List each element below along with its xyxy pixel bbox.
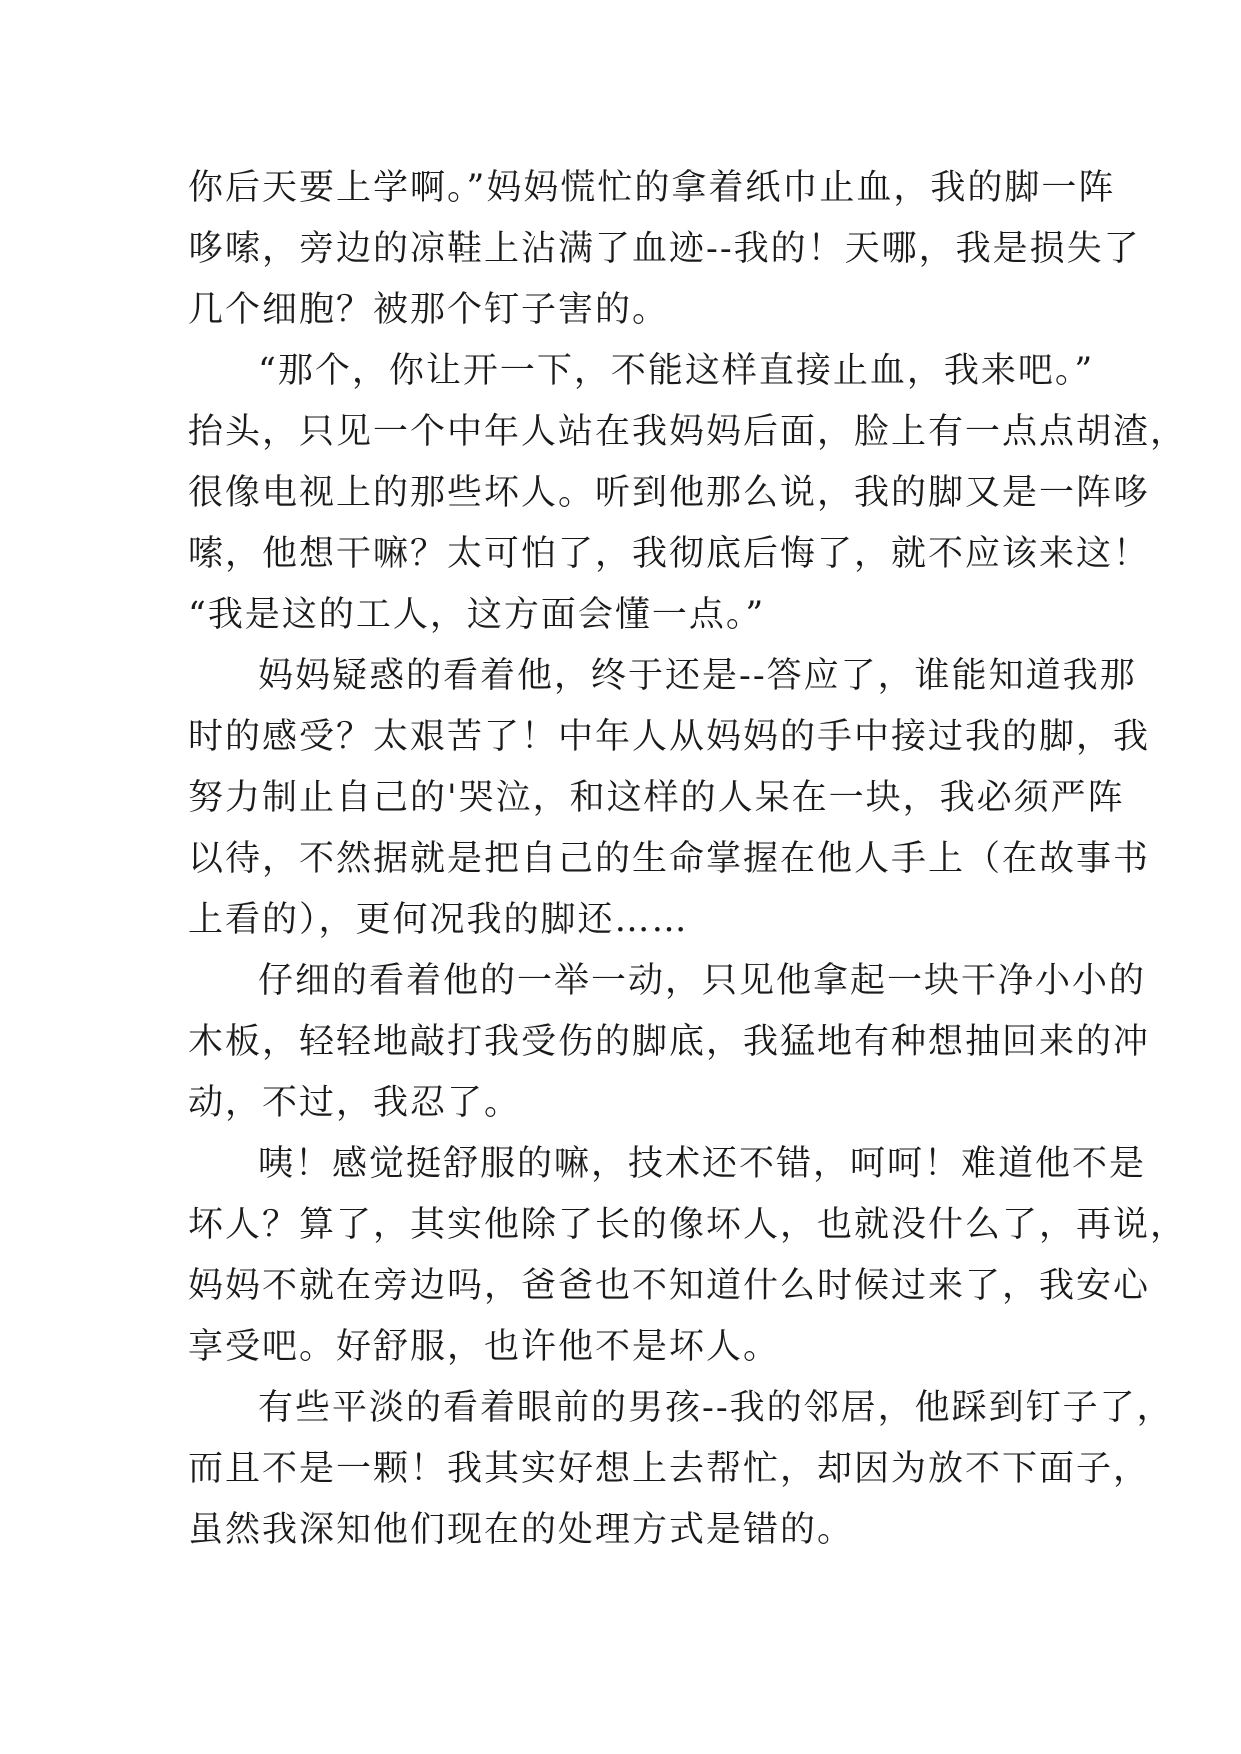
paragraph-first-line: 咦！感觉挺舒服的嘛，技术还不错，呵呵！难道他不是 xyxy=(258,1144,1147,1184)
text-line: 哆嗦，旁边的凉鞋上沾满了血迹--我的！天哪，我是损失了 xyxy=(188,229,1141,269)
text-line: 抬头，只见一个中年人站在我妈妈后面，脸上有一点点胡渣， xyxy=(188,412,1188,452)
text-line: 你后天要上学啊。”妈妈慌忙的拿着纸巾止血，我的脚一阵 xyxy=(188,168,1116,208)
paragraph-first-line: 仔细的看着他的一举一动，只见他拿起一块干净小小的 xyxy=(258,961,1147,1001)
text-line: “我是这的工人，这方面会懂一点。” xyxy=(188,595,766,635)
paragraph-first-line: “那个，你让开一下，不能这样直接止血，我来吧。” xyxy=(258,351,1095,391)
text-line: 坏人？算了，其实他除了长的像坏人，也就没什么了，再说， xyxy=(188,1205,1188,1245)
text-line: 努力制止自己的'哭泣，和这样的人呆在一块，我必须严阵 xyxy=(188,778,1125,818)
paragraph-first-line: 妈妈疑惑的看着他，终于还是--答应了，谁能知道我那 xyxy=(258,656,1137,696)
text-line: 动，不过，我忍了。 xyxy=(188,1083,522,1123)
body-text xyxy=(188,158,1188,1561)
text-line: 以待，不然据就是把自己的生命掌握在他人手上（在故事书 xyxy=(188,839,1151,879)
text-line: 嗦，他想干嘛？太可怕了，我彻底后悔了，就不应该来这！ xyxy=(188,534,1151,574)
text-line: 而且不是一颗！我其实好想上去帮忙，却因为放不下面子， xyxy=(188,1449,1151,1489)
text-line: 时的感受？太艰苦了！中年人从妈妈的手中接过我的脚，我 xyxy=(188,717,1151,757)
text-line: 虽然我深知他们现在的处理方式是错的。 xyxy=(188,1510,855,1550)
text-line: 很像电视上的那些坏人。听到他那么说，我的脚又是一阵哆 xyxy=(188,473,1151,513)
text-line: 妈妈不就在旁边吗，爸爸也不知道什么时候过来了，我安心 xyxy=(188,1266,1151,1306)
text-line: 上看的），更何况我的脚还…… xyxy=(188,900,689,940)
paragraph-first-line: 有些平淡的看着眼前的男孩--我的邻居，他踩到钉子了， xyxy=(258,1388,1174,1428)
text-line: 几个细胞？被那个钉子害的。 xyxy=(188,290,670,330)
text-line: 享受吧。好舒服，也许他不是坏人。 xyxy=(188,1327,781,1367)
text-line: 木板，轻轻地敲打我受伤的脚底，我猛地有种想抽回来的冲 xyxy=(188,1022,1151,1062)
